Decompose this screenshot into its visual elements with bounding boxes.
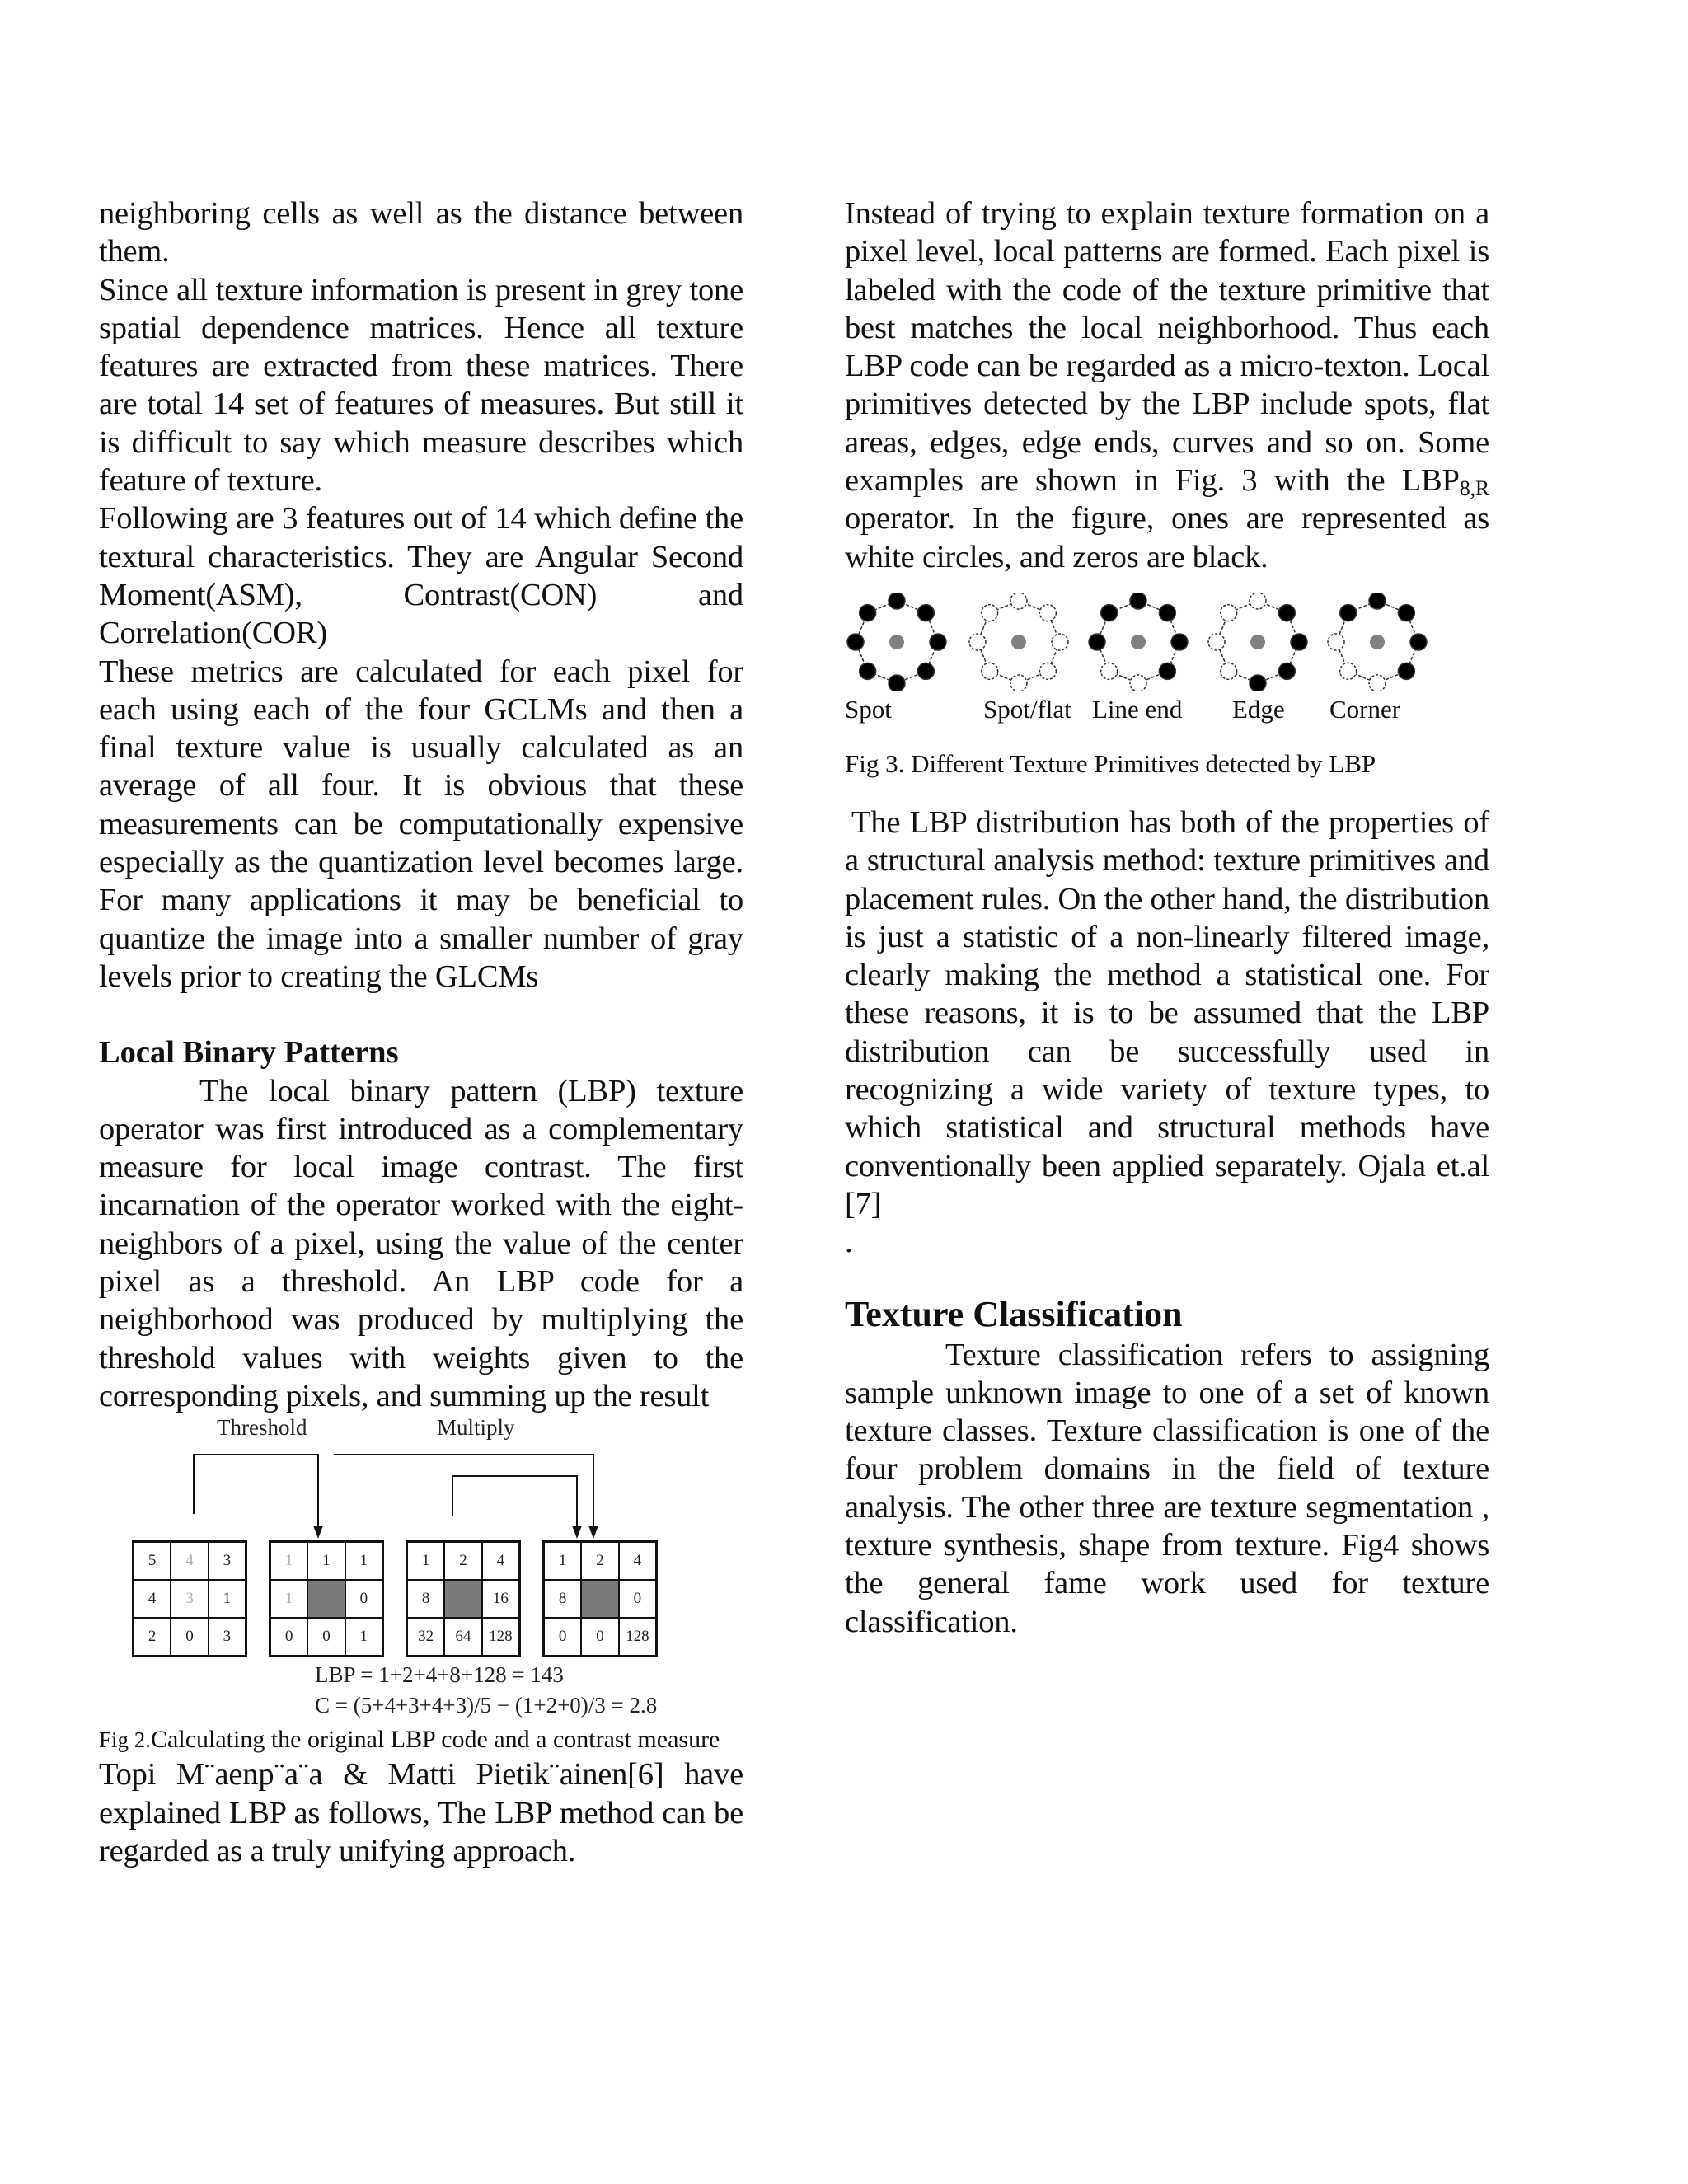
- paragraph-maenpaa-pietikainen: Topi M¨aenp¨a¨a & Matti Pietik¨ainen[6] have explained LBP as follows, The LBP method can be regarded as a truly unifying approach.: [99, 1757, 743, 1868]
- grid-cell: 8: [407, 1580, 444, 1618]
- figure-2-caption-prefix: Fig 2.: [99, 1727, 152, 1753]
- grid-result: [542, 1540, 658, 1657]
- grid-cell: 3: [209, 1542, 246, 1580]
- grid-cell: 1: [209, 1580, 246, 1618]
- paragraph-lbp-intro: The local binary pattern (LBP) texture operator was first introduced as a complementary measure for local image contrast. The first incarnation of the operator worked with the eight-neighbors of a pixel, using the value of the center pixel as a threshold. An LBP code for a neighborhood was produced by multiplying the threshold values with weights given to the corresponding pixels, and summing up the result: [99, 1073, 743, 1413]
- grid-cell: 128: [482, 1618, 519, 1656]
- paragraph-three-features: Following are 3 features out of 14 which define the textural characteristics. They are Angular Second Moment(ASM), Contrast(CON) and Correlation(COR): [99, 501, 743, 651]
- lbp-primitive-icon: [1086, 593, 1193, 691]
- stray-period: .: [845, 1225, 853, 1260]
- grid-cell: 4: [171, 1542, 208, 1580]
- figure-2-caption-text: Calculating the original LBP code and a contrast measure: [151, 1726, 720, 1754]
- grid-cell: 1: [270, 1580, 307, 1618]
- flow-arrows-icon: [99, 1415, 743, 1547]
- paragraph-local-patterns: [845, 194, 1489, 576]
- figure-3-caption: Fig 3. Different Texture Primitives detected by LBP: [845, 748, 1376, 778]
- lbp-primitive-icon: [845, 593, 952, 691]
- grid-center-cell: [307, 1580, 345, 1618]
- lbp-primitive-label: Line end: [1092, 694, 1183, 724]
- grid-cell: 64: [444, 1618, 481, 1656]
- lbp-primitive-label: Spot: [845, 694, 892, 724]
- paragraph-text: operator. In the figure, ones are represented as white circles, and zeros are black.: [845, 501, 1489, 574]
- label-multiply: Multiply: [437, 1415, 515, 1441]
- grid-cell: 1: [345, 1618, 382, 1656]
- figure-3-texture-primitives: [845, 593, 1489, 724]
- grid-cell: 2: [444, 1542, 481, 1580]
- grid-cell: 4: [619, 1542, 656, 1580]
- paragraph-metrics: These metrics are calculated for each pixel for each using each of the four GCLMs and then a final texture value is usually calculated as an average of all four. It is obvious that these measurements can be computationally expensive especially as the quantization level becomes large. For many applications it may be beneficial to quantize the image into a smaller number of gray levels prior to creating the GLCMs: [99, 654, 743, 994]
- section-heading-texture-classification: Texture Classification: [845, 1293, 1183, 1334]
- grid-cell: 2: [581, 1542, 618, 1580]
- paragraph-glcm-intro: neighboring cells as well as the distance between them.: [99, 196, 743, 269]
- formula-contrast: C = (5+4+3+4+3)/5 − (1+2+0)/3 = 2.8: [315, 1693, 658, 1718]
- paragraph-text: Instead of trying to explain texture formation on a pixel level, local patterns are formed. Each pixel is labeled with the code of the texture primitive that best matches the local neighborhood. Thus each LBP code can be regarded as a micro-texton. Local primitives detected by the LBP include spots, flat areas, edges, edge ends, curves and so on. Some examples are shown in Fig. 3 with the LBP: [845, 196, 1489, 499]
- grid-cell: 3: [209, 1618, 246, 1656]
- grid-weights: [406, 1540, 521, 1657]
- lbp-primitive-icon: [1325, 593, 1432, 691]
- grid-cell: 2: [134, 1618, 171, 1656]
- left-column: [99, 194, 743, 1870]
- grid-cell: 1: [345, 1542, 382, 1580]
- lbp-primitive-label: Spot/flat: [983, 694, 1071, 724]
- figure-2-caption: [99, 1724, 743, 1755]
- grid-cell: 1: [270, 1542, 307, 1580]
- grid-cell: 1: [544, 1542, 581, 1580]
- grid-cell: 4: [134, 1580, 171, 1618]
- grid-center-cell: [581, 1580, 618, 1618]
- grid-input-values: [132, 1540, 247, 1657]
- section-heading-lbp: Local Binary Patterns: [99, 1035, 399, 1071]
- grid-cell: 3: [171, 1580, 208, 1618]
- paragraph-texture-features: Since all texture information is present in grey tone spatial dependence matrices. Hence all texture features are extracted from these matrices. There are total 14 set of features of measures. But still it is difficult to say which measure describes which feature of texture.: [99, 272, 743, 499]
- grid-cell: 8: [544, 1580, 581, 1618]
- grid-cell: 0: [544, 1618, 581, 1656]
- grid-cell: 0: [307, 1618, 345, 1656]
- grid-cell: 0: [581, 1618, 618, 1656]
- grid-center-cell: [444, 1580, 481, 1618]
- lbp-primitive-icon: [967, 593, 1074, 691]
- grid-cell: 1: [307, 1542, 345, 1580]
- grid-cell: 0: [345, 1580, 382, 1618]
- grid-cell: 5: [134, 1542, 171, 1580]
- figure-2-lbp-calculation: [99, 1415, 743, 1724]
- grid-cell: 16: [482, 1580, 519, 1618]
- paragraph-lbp-distribution: The LBP distribution has both of the properties of a structural analysis method: texture primitives and placement rules. On the other hand, the distribution is just a statistic of a non-linearly filtered image, clearly making the method a statistical one. For these reasons, it is to be assumed that the LBP distribution can be successfully used in recognizing a wide variety of texture types, to which statistical and structural methods have conventionally been applied separately. Ojala et.al [7]: [845, 804, 1489, 1221]
- spacer: [99, 996, 743, 1033]
- grid-thresholded: [269, 1540, 384, 1657]
- grid-cell: 0: [270, 1618, 307, 1656]
- formula-lbp: LBP = 1+2+4+8+128 = 143: [315, 1662, 564, 1688]
- grid-cell: 128: [619, 1618, 656, 1656]
- lbp-primitive-label: Corner: [1329, 694, 1401, 724]
- paragraph-texture-classification: Texture classification refers to assigning sample unknown image to one of a set of known texture classes. Texture classification is one of the four problem domains in the field of texture analysis. The other three are texture segmentation , texture synthesis, shape from texture. Fig4 shows the general fame work used for texture classification.: [845, 1337, 1489, 1639]
- grid-cell: 0: [619, 1580, 656, 1618]
- grid-cell: 4: [482, 1542, 519, 1580]
- lbp-primitive-label: Edge: [1232, 694, 1285, 724]
- grid-cell: 32: [407, 1618, 444, 1656]
- grid-cell: 0: [171, 1618, 208, 1656]
- lbp-primitive-icon: [1206, 593, 1313, 691]
- grid-cell: 1: [407, 1542, 444, 1580]
- label-threshold: Threshold: [217, 1415, 307, 1441]
- subscript-8r: 8,R: [1459, 476, 1489, 501]
- right-column: [845, 194, 1489, 1641]
